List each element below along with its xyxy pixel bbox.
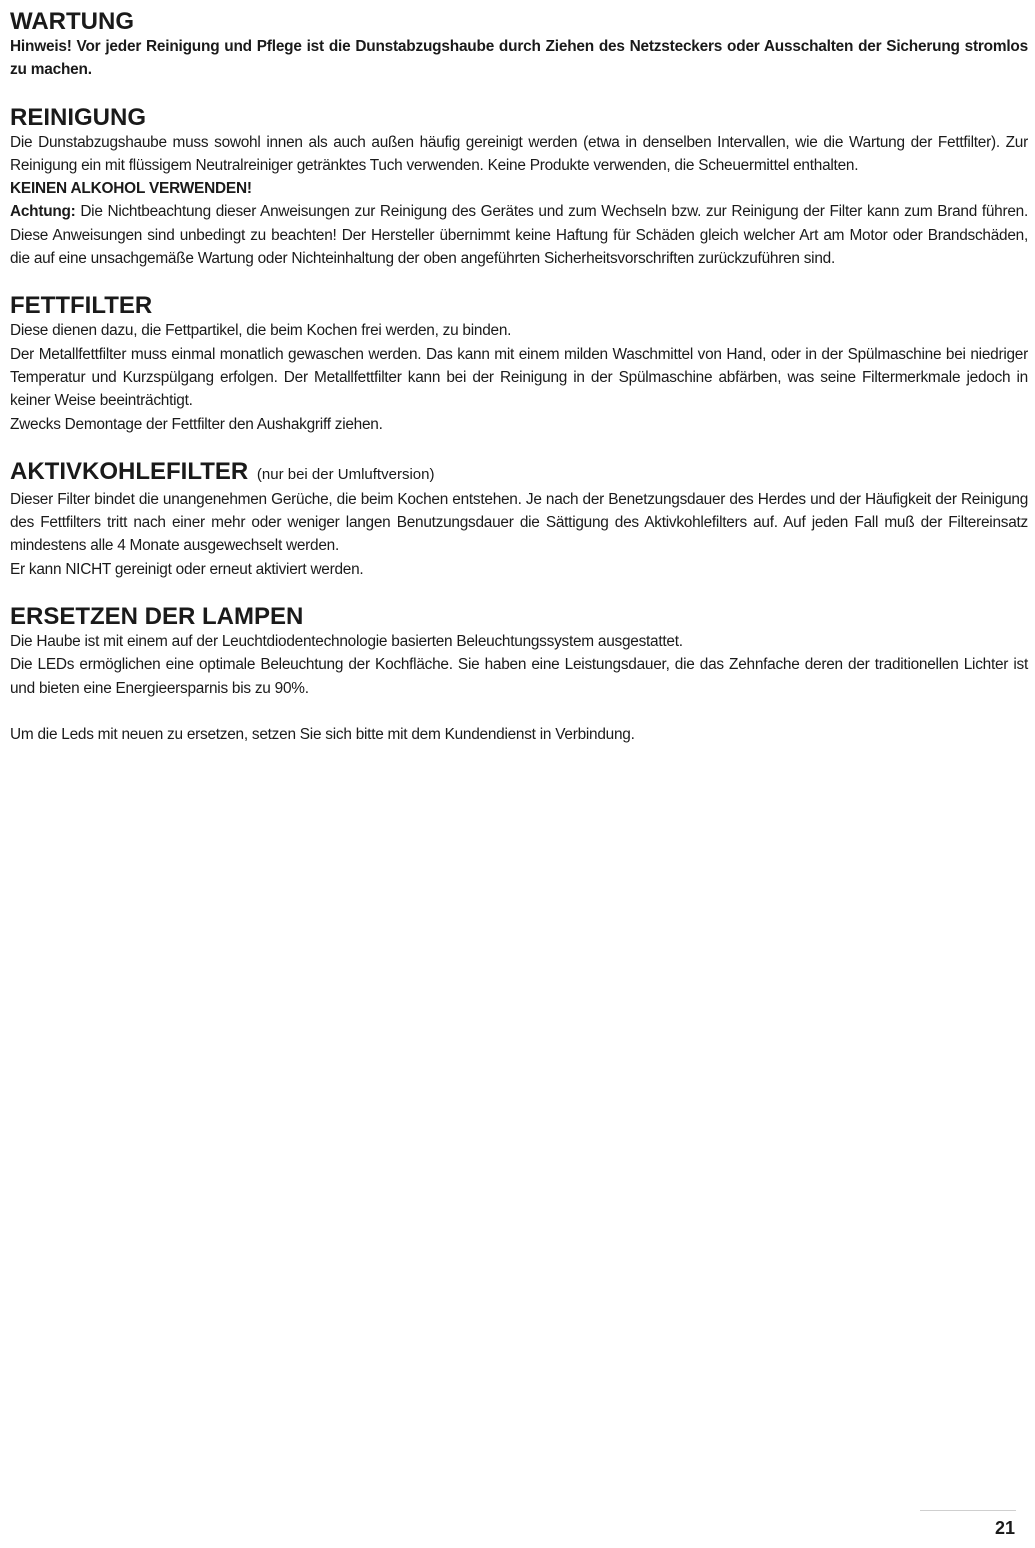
section-wartung [10,8,1028,82]
document-page [10,8,1028,768]
hinweis-text: Hinweis! Vor jeder Reinigung und Pflege ist die Dunstabzugshaube durch Ziehen des Netzsteckers oder Ausschalten der Sicherung stromlos zu machen. [10,38,1028,79]
fettfilter-line-1: Diese dienen dazu, die Fettpartikel, die beim Kochen frei werden, zu binden. [10,322,512,340]
fettfilter-line-3: Zwecks Demontage der Fettfilter den Aushakgriff ziehen. [10,415,383,433]
aktivkohlefilter-line-2: Er kann NICHT gereinigt oder erneut aktiviert werden. [10,560,364,578]
heading-fettfilter: FETTFILTER [10,292,153,320]
lampen-line-3: Um die Leds mit neuen zu ersetzen, setzen Sie sich bitte mit dem Kundendienst in Verbindung. [10,725,635,743]
section-lampen [10,603,1028,746]
lampen-line-2: Die LEDs ermöglichen eine optimale Beleuchtung der Kochfläche. Sie haben eine Leistungsdauer, die das Zehnfache deren der traditionellen Lichter ist und bieten eine Energieersparnis bis zu 90%. [10,656,1028,697]
fettfilter-line-2: Der Metallfettfilter muss einmal monatlich gewaschen werden. Das kann mit einem milden Waschmittel von Hand, oder in der Spülmaschine bei niedriger Temperatur und Kurzspülgang erfolgen. Der Metallfettfilter kann bei der Reinigung in der Spülmaschine abfärben, was seine Filtermerkmale jedoch in keiner Weise beeinträchtigt. [10,345,1028,410]
heading-reinigung: REINIGUNG [10,103,147,131]
heading-aktivkohlefilter [10,458,1028,488]
aktivkohlefilter-line-1: Dieser Filter bindet die unangenehmen Gerüche, die beim Kochen entstehen. Je nach der Benetzungsdauer des Herdes und der Häufigkeit der Reinigung des Fettfilters tritt nach einer mehr oder weniger langen Benutzungsdauer die Sättigung des Aktivkohlefilters auf. Auf jeden Fall muß der Filtereinsatz mindestens alle 4 Monate ausgewechselt werden. [10,490,1028,555]
achtung-paragraph [10,200,1028,270]
paragraph-spacer [10,700,1028,723]
footer-divider [920,1510,1016,1511]
section-fettfilter [10,292,1028,435]
reinigung-text: Die Dunstabzugshaube muss sowohl innen als auch außen häufig gereinigt werden (etwa in denselben Intervallen, wie die Wartung der Fettfilter). Zur Reinigung ein mit flüssigem Neutralreiniger getränktes Tuch verwenden. Keine Produkte verwenden, die Scheuermittel enthalten. [10,133,1028,174]
heading-wartung: WARTUNG [10,8,134,35]
section-reinigung [10,104,1028,271]
achtung-text: Die Nichtbeachtung dieser Anweisungen zur Reinigung des Gerätes und zum Wechseln bzw. zur Reinigung der Filter kann zum Brand führen. Diese Anweisungen sind unbedingt zu beachten! Der Hersteller übernimmt keine Haftung für Schäden gleich welcher Art am Motor oder Brandschäden, die auf eine unsachgemäße Wartung oder Nichteinhaltung der oben angeführten Sicherheitsvorschriften zurückzuführen sind. [10,203,1028,268]
achtung-label: Achtung: [10,203,76,221]
aktivkohlefilter-title: AKTIVKOHLEFILTER [10,457,249,485]
alcohol-warning: KEINEN ALKOHOL VERWENDEN! [10,180,252,198]
aktivkohlefilter-note: (nur bei der Umluftversion) [256,465,435,483]
lampen-line-1: Die Haube ist mit einem auf der Leuchtdiodentechnologie basierten Beleuchtungssystem ausgestattet. [10,633,683,651]
page-number: 21 [994,1518,1015,1538]
section-aktivkohlefilter [10,458,1028,581]
heading-lampen: ERSETZEN DER LAMPEN [10,603,304,631]
